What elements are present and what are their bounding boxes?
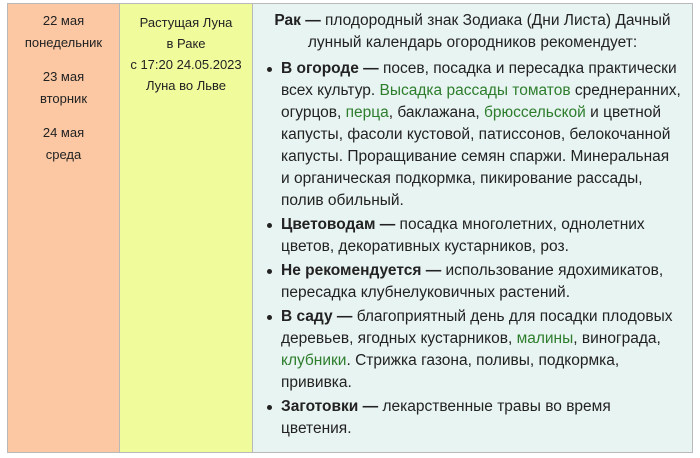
list-item-orchard [281,306,682,394]
item-text: , винограда, [573,330,661,347]
item-title: В огороде — [281,60,379,77]
item-title: В саду — [281,308,353,325]
link-pepper[interactable]: перца [345,104,389,121]
list-item-not-recommended [281,260,682,304]
item-title: Заготовки — [281,398,379,415]
day-entry [8,122,119,166]
item-text: , баклажана, [388,104,484,121]
moon-sign-text: в Раке [166,36,206,51]
item-text: благоприятный день для посадки плодовых деревьев, ягодных кустарников, [281,308,673,347]
item-text: и цветной капусты, фасоли кустовой, патиссонов, белокочанной капусты. Проращивание семян спаржи. Минеральная и органическая подкормка, пикирование рассады, полив обильный. [281,104,671,209]
moon-phase-column [120,4,253,452]
link-strawberry[interactable]: клубники [281,352,347,369]
moon-next-sign-text: Луна во Льве [145,78,227,93]
day-entry [8,10,119,54]
day-weekday: среда [45,147,82,162]
item-text: . Стрижка газона, поливы, подкормка, прививка. [281,352,620,391]
intro-text: плодородный знак Зодиака (Дни Листа) Дачный лунный календарь огородников рекомендует: [307,12,671,51]
list-item-flowers [281,214,682,258]
item-title: Цветоводам — [281,216,396,233]
calendar-table [7,3,693,453]
link-raspberry[interactable]: малины [516,330,574,347]
item-text: посев, посадка и пересадка практически всех культур. [281,60,677,99]
item-text: посадка многолетних, однолетних цветов, декоративных кустарников, роз. [281,216,645,255]
date-column [8,4,120,452]
day-date: 24 мая [42,125,85,140]
day-entry [8,66,119,110]
recommendation-list [263,58,682,440]
moon-time-text: с 17:20 24.05.2023 [130,57,242,72]
day-date: 23 мая [42,69,85,84]
intro-paragraph [263,10,682,54]
day-date: 22 мая [42,13,85,28]
item-title: Не рекомендуется — [281,262,442,279]
day-weekday: понедельник [24,35,103,50]
link-tomato-seedlings[interactable]: Высадка рассады томатов [379,82,571,99]
recommendations-column [253,4,692,452]
list-item-garden [281,58,682,212]
day-weekday: вторник [39,91,88,106]
item-text: использование ядохимикатов, пересадка клубнелуковичных растений. [281,262,664,301]
list-item-preparations [281,396,682,440]
item-text: лекарственные травы во время цветения. [281,398,611,437]
item-text: среднеранних, огурцов, [281,82,681,121]
moon-phase-text: Растущая Луна [139,15,233,30]
zodiac-sign: Рак — [274,12,321,29]
link-brussels-sprouts[interactable]: брюссельской [483,104,586,121]
